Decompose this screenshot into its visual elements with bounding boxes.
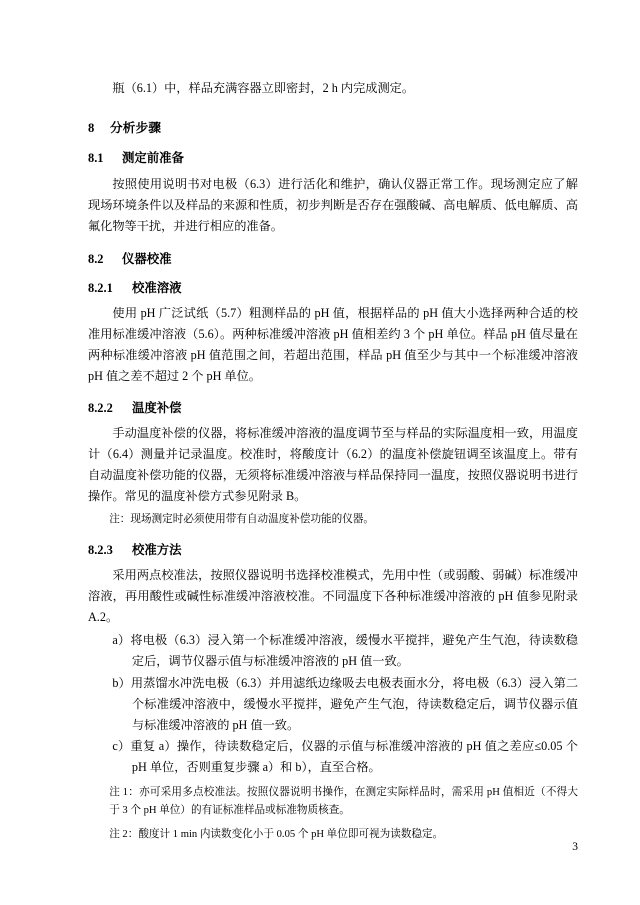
list-item-label-a: a） xyxy=(112,632,131,647)
paragraph-8-2-1-body: 使用 pH 广泛试纸（5.7）粗测样品的 pH 值，根据样品的 pH 值大小选择两种合适的校准用标准缓冲溶液（5.6）。两种标准缓冲溶液 pH 值相差约 3 个 pH 单位。样品 pH 值尽量在两种标准缓冲溶液 pH 值范围之间，若超出范围，样品 pH 值至少与其中一个标准缓冲溶液 pH 值之差不超过 2 个 pH 单位。 xyxy=(88,305,578,383)
heading-8-2-3 xyxy=(88,540,578,558)
list-item xyxy=(88,630,578,672)
paragraph-8-2-3-body: 采用两点校准法，按照仪器说明书选择校准模式，先用中性（或弱酸、弱碱）标准缓冲溶液，再用酸性或碱性标准缓冲溶液校准。不同温度下各种标准缓冲溶液的 pH 值参见附录 A.2。 xyxy=(88,567,578,624)
note-1-text: 亦可采用多点校准法。按照仪器说明书操作，在测定实际样品时，需采用 pH 值相近（不得大于 3 个 pH 单位）的有证标准样品或标准物质核查。 xyxy=(109,787,578,817)
heading-8-2-2 xyxy=(88,398,578,416)
paragraph-8-2-2-body: 手动温度补偿的仪器，将标准缓冲溶液的温度调节至与样品的实际温度相一致，用温度计（6.4）测量并记录温度。校准时，将酸度计（6.2）的温度补偿旋钮调至该温度上。带有自动温度补偿功能的仪器，无须将标准缓冲溶液与样品保持同一温度，按照仪器说明书进行操作。常见的温度补偿方式参见附录 B。 xyxy=(88,425,578,503)
note-2-label: 注 2： xyxy=(109,829,139,841)
note-1-label: 注 1： xyxy=(109,787,140,799)
list-item-label-c: c） xyxy=(112,739,131,754)
list-item xyxy=(88,673,578,736)
list-item-label-b: b） xyxy=(112,675,131,690)
heading-8-number: 8 xyxy=(88,120,95,135)
list-item-text-c: 重复 a）操作，待读数稳定后，仪器的示值与标准缓冲溶液的 pH 值之差应≤0.05 个 pH 单位，否则重复步骤 a）和 b），直至合格。 xyxy=(130,739,578,775)
list-item xyxy=(88,736,578,778)
heading-8-2-title: 仪器校准 xyxy=(122,251,172,266)
note-8-2-2: 注：现场测定时必须使用带有自动温度补偿功能的仪器。 xyxy=(109,513,375,525)
paragraph-8-1-body: 按照使用说明书对电极（6.3）进行活化和维护，确认仪器正常工作。现场测定应了解现场环境条件以及样品的来源和性质，初步判断是否存在强酸碱、高电解质、低电解质、高氟化物等干扰，并进行相应的准备。 xyxy=(88,176,578,233)
list-item-text-b: 用蒸馏水冲洗电极（6.3）并用滤纸边缘吸去电极表面水分，将电极（6.3）浸入第二个标准缓冲溶液中，缓慢水平搅拌，避免产生气泡，待读数稳定后，调节仪器示值与标准缓冲溶液的 pH 值一致。 xyxy=(130,675,579,732)
heading-8-1 xyxy=(88,148,578,166)
heading-8-2-3-number: 8.2.3 xyxy=(88,542,113,557)
heading-8-2-2-title: 温度补偿 xyxy=(132,400,182,415)
heading-8-1-number: 8.1 xyxy=(88,150,104,165)
heading-8-2-1-title: 校准溶液 xyxy=(132,280,182,295)
heading-8-2 xyxy=(88,249,578,267)
heading-8-title: 分析步骤 xyxy=(110,120,162,135)
heading-8-2-1 xyxy=(88,278,578,296)
note-1 xyxy=(88,784,578,820)
heading-8 xyxy=(88,117,578,136)
heading-8-2-1-number: 8.2.1 xyxy=(88,280,113,295)
heading-8-2-number: 8.2 xyxy=(88,251,104,266)
heading-8-2-2-number: 8.2.2 xyxy=(88,400,113,415)
note-2 xyxy=(88,826,578,844)
heading-8-1-title: 测定前准备 xyxy=(122,150,184,165)
list-item-text-a: 将电极（6.3）浸入第一个标准缓冲溶液，缓慢水平搅拌，避免产生气泡，待读数稳定后，调节仪器示值与标准缓冲溶液的 pH 值一致。 xyxy=(130,632,578,668)
note-2-text: 酸度计 1 min 内读数变化小于 0.05 个 pH 单位即可视为读数稳定。 xyxy=(138,829,444,841)
top-paragraph: 瓶（6.1）中，样品充满容器立即密封，2 h 内完成测定。 xyxy=(112,81,415,95)
heading-8-2-3-title: 校准方法 xyxy=(132,542,182,557)
page-number: 3 xyxy=(572,841,578,853)
